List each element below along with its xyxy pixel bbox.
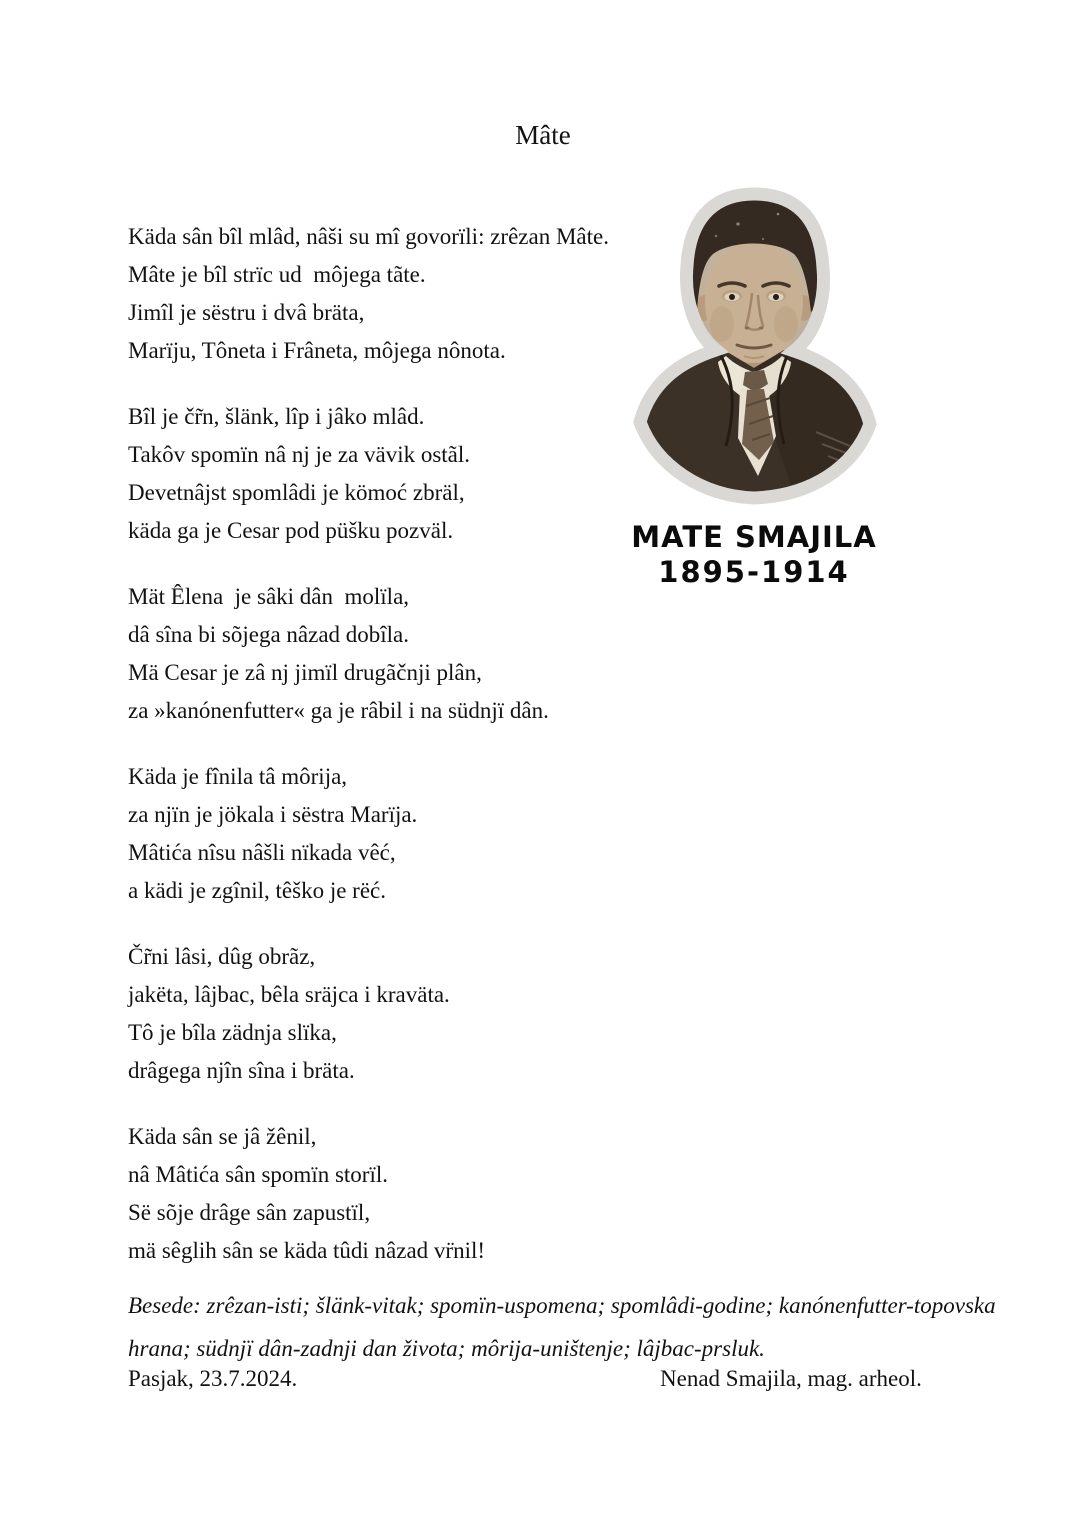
poem-line: Takôv spomïn nâ nj je za vävik ostãl. xyxy=(128,442,471,467)
poem-line: Mâtića nîsu nâšli nïkada vêć, xyxy=(128,840,396,865)
portrait-caption-years: 1895-1914 xyxy=(658,555,850,589)
poem-line: Mâte je bîl strïc ud môjega tãte. xyxy=(128,262,426,287)
poem-stanza-3 xyxy=(128,578,609,730)
poem-line: jakëta, lâjbac, bêla sräjca i kraväta. xyxy=(128,982,450,1007)
glossary-line: hrana; südnjï dân-zadnji dan života; môrija-uništenje; lâjbac-prsluk. xyxy=(128,1336,765,1361)
poem-line: za njïn je jökala i sëstra Marïja. xyxy=(128,802,418,827)
poem-line: Čr̃ni lâsi, dûg obrãz, xyxy=(128,944,316,969)
poem-stanza-4 xyxy=(128,758,609,910)
poem-title: Mâte xyxy=(515,120,571,150)
poem-line: Së sõje drâge sân zapustïl, xyxy=(128,1200,371,1225)
portrait-photo-image xyxy=(618,184,890,506)
poem-line: Tô je bîla zädnja slïka, xyxy=(128,1020,337,1045)
poem-stanza-2 xyxy=(128,398,609,550)
poem-line: Mät Êlena je sâki dân molïla, xyxy=(128,584,410,609)
poem-line: za »kanónenfutter« ga je râbil i na südnjï dân. xyxy=(128,698,549,723)
poem-line: Mä Cesar je zâ nj jimïl drugãčnji plân, xyxy=(128,660,482,685)
poem-line: mä sêglih sân se käda tûdi nâzad vr̈nil! xyxy=(128,1238,486,1263)
poem-line: Devetnâjst spomlâdi je kömoć zbräl, xyxy=(128,480,465,505)
poem-line: Marïju, Tôneta i Frâneta, môjega nônota. xyxy=(128,338,506,363)
poem-line: Bîl je čr̃n, šlänk, lîp i jâko mlâd. xyxy=(128,404,425,429)
poem-line: a kädi je zgînil, têško je rëć. xyxy=(128,878,387,903)
author-signature: Nenad Smajila, mag. arheol. xyxy=(660,1366,922,1391)
signature-row xyxy=(128,1366,958,1406)
place-date: Pasjak, 23.7.2024. xyxy=(128,1366,298,1391)
poem-line: nâ Mâtića sân spomïn storïl. xyxy=(128,1162,388,1187)
poem-line: Käda sân bîl mlâd, nâši su mî govorïli: zrêzan Mâte. xyxy=(128,224,609,249)
portrait-caption xyxy=(618,519,890,589)
glossary-section xyxy=(128,1284,1008,1370)
poem-body xyxy=(128,218,609,1298)
poem-line: Käda sân se jâ žênil, xyxy=(128,1124,317,1149)
poem-line: dâ sîna bi sõjega nâzad dobîla. xyxy=(128,622,410,647)
poem-stanza-1 xyxy=(128,218,609,370)
glossary-line: Besede: zrêzan-isti; šlänk-vitak; spomïn-uspomena; spomlâdi-godine; kanónenfutter-topovska xyxy=(128,1293,996,1318)
poem-line: drâgega njîn sîna i bräta. xyxy=(128,1058,355,1083)
poem-stanza-5 xyxy=(128,938,609,1090)
poem-line: Jimîl je sëstru i dvâ bräta, xyxy=(128,300,365,325)
poem-line: käda ga je Cesar pod püšku pozväl. xyxy=(128,518,454,543)
portrait-caption-name: MATE SMAJILA xyxy=(631,520,877,554)
poem-line: Käda je fînila tâ môrija, xyxy=(128,764,348,789)
poem-stanza-6 xyxy=(128,1118,609,1270)
portrait-figure xyxy=(618,184,890,589)
